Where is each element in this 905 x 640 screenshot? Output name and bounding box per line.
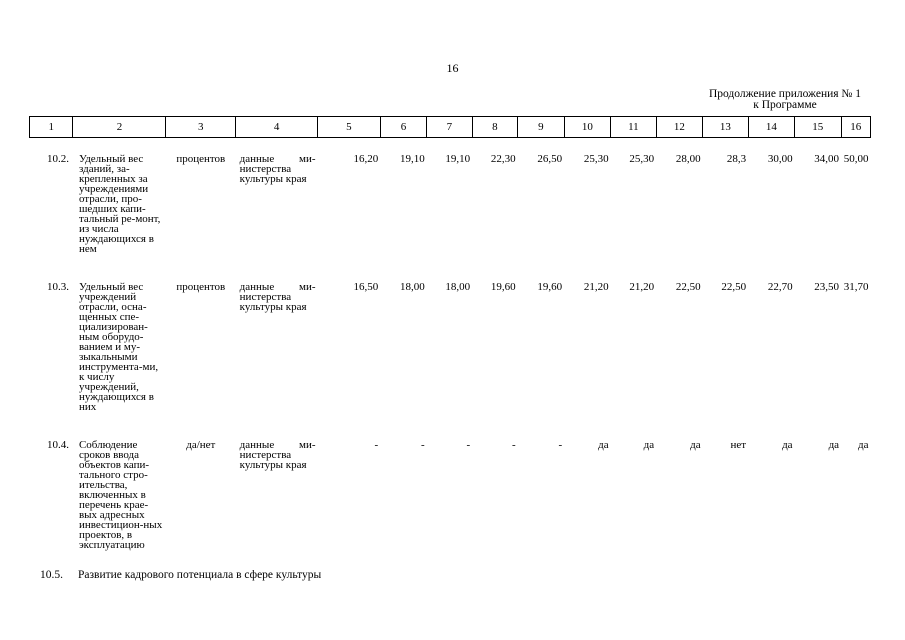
header-cell: 6 [380,117,426,138]
value-cell: да [598,439,609,451]
value-cell: да [690,439,701,451]
unit: процентов [176,281,226,293]
header-cell: 16 [841,117,870,138]
header-cell: 12 [656,117,702,138]
value-cell: да [643,439,655,451]
header-cell: 3 [166,117,236,138]
value-cell: 25,30 [583,153,609,165]
header-cell: 2 [73,117,166,138]
header-cell: 14 [748,117,794,138]
section-number: 10.5. [40,569,63,581]
value-cell: 18,00 [399,281,425,293]
header-cell: 8 [472,117,517,138]
table-row [30,424,871,562]
indicator-name: Соблюдение сроков ввода объектов капи-тального стро-ительства, включенных в перечень крае-вых адресных инвестицион-ных проектов, в эксплуатацию [78,439,163,551]
value-cell: - [421,439,425,451]
indicator-name: Удельный вес учреждений отрасли, осна-щенных спе-циализирован-ным оборудо-ванием и му-зыкальными инструмента-ми, к числу учреждений, нуждающихся в них [78,281,159,413]
header-cell: 9 [518,117,564,138]
value-cell: 23,50 [814,281,840,293]
value-cell: 19,60 [537,281,563,293]
value-cell: 21,20 [583,281,609,293]
value-cell: да [828,439,840,451]
unit: да/нет [186,439,216,451]
indicators-table [29,116,871,562]
value-cell: - [558,439,563,451]
value-cell: - [374,439,379,451]
data-source: данные ми-нистерства культуры края [239,281,316,313]
value-cell: 28,00 [675,153,701,165]
header-cell: 10 [564,117,610,138]
row-number: 10.3. [46,281,69,293]
value-cell: 25,30 [629,153,655,165]
data-source: данные ми-нистерства культуры края [239,439,316,471]
row-number: 10.2. [46,153,69,165]
value-cell: 28,3 [726,153,747,165]
value-cell: 30,00 [767,153,793,165]
section-heading [40,569,321,581]
value-cell: 31,70 [843,281,869,293]
section-title: Развитие кадрового потенциала в сфере культуры [78,569,322,581]
value-cell: 26,50 [537,153,563,165]
value-cell: 18,00 [445,281,471,293]
value-cell: 19,10 [445,153,471,165]
header-cell: 13 [703,117,748,138]
value-cell: 50,00 [843,153,869,165]
value-cell: 22,50 [721,281,747,293]
header-row [30,117,871,138]
value-cell: 34,00 [814,153,840,165]
value-cell: да [858,439,869,451]
continuation-line-1: Продолжение приложения № 1 [708,88,862,100]
value-cell: 19,10 [399,153,425,165]
value-cell: да [782,439,793,451]
header-cell: 1 [30,117,73,138]
value-cell: - [511,439,516,451]
value-cell: 19,60 [490,281,516,293]
table-row [30,138,871,267]
row-number: 10.4. [46,439,69,451]
value-cell: - [466,439,471,451]
value-cell: 21,20 [629,281,655,293]
value-cell: нет [730,439,747,451]
value-cell: 22,50 [675,281,701,293]
value-cell: 16,20 [353,153,379,165]
continuation-note [690,89,880,111]
indicator-name: Удельный вес зданий, за-крепленных за учреждениями отрасли, про-шедших капи-тальный ре-монт, из числа нуждающихся в нем [78,153,161,255]
table-row [30,266,871,424]
header-cell: 15 [795,117,841,138]
header-cell: 7 [427,117,472,138]
page-number: 16 [446,61,459,75]
value-cell: 22,70 [767,281,793,293]
value-cell: 16,50 [353,281,379,293]
header-cell: 11 [611,117,656,138]
unit: процентов [176,153,226,165]
data-source: данные ми-нистерства культуры края [239,153,316,185]
continuation-line-2: к Программе [753,99,817,111]
value-cell: 22,30 [490,153,516,165]
header-cell: 5 [318,117,381,138]
header-cell: 4 [236,117,318,138]
